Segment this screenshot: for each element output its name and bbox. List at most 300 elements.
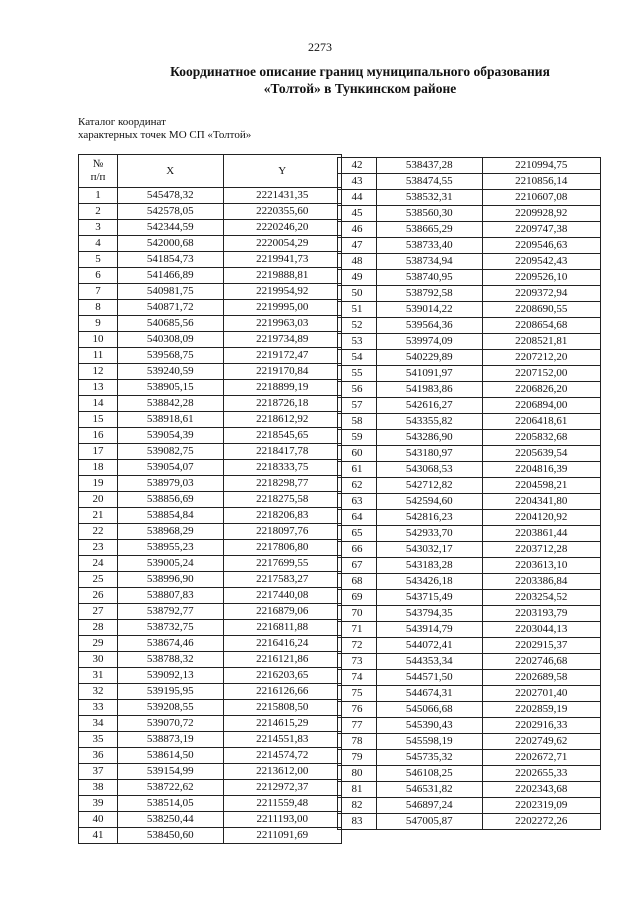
table-row (79, 716, 342, 732)
table-row (338, 414, 601, 430)
x-coordinate: 538873,19 (118, 732, 223, 748)
x-coordinate: 544674,31 (377, 686, 482, 702)
point-number: 9 (79, 316, 118, 332)
point-number: 40 (79, 812, 118, 828)
x-coordinate: 538450,60 (118, 828, 223, 844)
table-row (79, 364, 342, 380)
y-coordinate: 2202655,33 (482, 766, 601, 782)
point-number: 20 (79, 492, 118, 508)
y-coordinate: 2203613,10 (482, 558, 601, 574)
x-coordinate: 543180,97 (377, 446, 482, 462)
y-coordinate: 2202701,40 (482, 686, 601, 702)
point-number: 76 (338, 702, 377, 718)
header-number-label: п/п (90, 171, 106, 183)
y-coordinate: 2212972,37 (223, 780, 342, 796)
x-coordinate: 538996,90 (118, 572, 223, 588)
y-coordinate: 2218298,77 (223, 476, 342, 492)
y-coordinate: 2219941,73 (223, 252, 342, 268)
table-row (338, 238, 601, 254)
y-coordinate: 2202746,68 (482, 654, 601, 670)
x-coordinate: 542594,60 (377, 494, 482, 510)
y-coordinate: 2203861,44 (482, 526, 601, 542)
x-coordinate: 545735,32 (377, 750, 482, 766)
x-coordinate: 546108,25 (377, 766, 482, 782)
table-row (79, 508, 342, 524)
x-coordinate: 544072,41 (377, 638, 482, 654)
x-coordinate: 543032,17 (377, 542, 482, 558)
x-coordinate: 539195,95 (118, 684, 223, 700)
x-coordinate: 543286,90 (377, 430, 482, 446)
point-number: 6 (79, 268, 118, 284)
table-row (338, 254, 601, 270)
table-row (338, 446, 601, 462)
table-row (79, 684, 342, 700)
y-coordinate: 2219954,92 (223, 284, 342, 300)
y-coordinate: 2206826,20 (482, 382, 601, 398)
header-y: Y (223, 155, 342, 188)
table-row (79, 668, 342, 684)
x-coordinate: 538514,05 (118, 796, 223, 812)
x-coordinate: 538474,55 (377, 174, 482, 190)
x-coordinate: 538532,31 (377, 190, 482, 206)
y-coordinate: 2204816,39 (482, 462, 601, 478)
point-number: 10 (79, 332, 118, 348)
point-number: 15 (79, 412, 118, 428)
table-row (79, 524, 342, 540)
y-coordinate: 2202343,68 (482, 782, 601, 798)
point-number: 18 (79, 460, 118, 476)
coordinates-table-right (337, 157, 601, 830)
table-row (338, 510, 601, 526)
x-coordinate: 544353,34 (377, 654, 482, 670)
y-coordinate: 2202319,09 (482, 798, 601, 814)
table-body-left (79, 188, 342, 844)
x-coordinate: 545390,43 (377, 718, 482, 734)
point-number: 53 (338, 334, 377, 350)
y-coordinate: 2211559,48 (223, 796, 342, 812)
point-number: 51 (338, 302, 377, 318)
x-coordinate: 543355,82 (377, 414, 482, 430)
point-number: 21 (79, 508, 118, 524)
y-coordinate: 2202272,26 (482, 814, 601, 830)
table-row (79, 556, 342, 572)
y-coordinate: 2218275,58 (223, 492, 342, 508)
y-coordinate: 2216879,06 (223, 604, 342, 620)
table-row (79, 204, 342, 220)
table-row (338, 366, 601, 382)
y-coordinate: 2203386,84 (482, 574, 601, 590)
table-row (79, 492, 342, 508)
point-number: 8 (79, 300, 118, 316)
y-coordinate: 2202689,58 (482, 670, 601, 686)
point-number: 38 (79, 780, 118, 796)
y-coordinate: 2209526,10 (482, 270, 601, 286)
table-row (338, 718, 601, 734)
point-number: 58 (338, 414, 377, 430)
x-coordinate: 539070,72 (118, 716, 223, 732)
x-coordinate: 538979,03 (118, 476, 223, 492)
point-number: 55 (338, 366, 377, 382)
x-coordinate: 541854,73 (118, 252, 223, 268)
point-number: 28 (79, 620, 118, 636)
x-coordinate: 538792,58 (377, 286, 482, 302)
point-number: 44 (338, 190, 377, 206)
table-row (79, 588, 342, 604)
point-number: 26 (79, 588, 118, 604)
y-coordinate: 2217583,27 (223, 572, 342, 588)
y-coordinate: 2202859,19 (482, 702, 601, 718)
table-row (79, 460, 342, 476)
y-coordinate: 2210607,08 (482, 190, 601, 206)
table-row (79, 428, 342, 444)
x-coordinate: 547005,87 (377, 814, 482, 830)
y-coordinate: 2216121,86 (223, 652, 342, 668)
x-coordinate: 538674,46 (118, 636, 223, 652)
y-coordinate: 2220054,29 (223, 236, 342, 252)
point-number: 63 (338, 494, 377, 510)
x-coordinate: 540871,72 (118, 300, 223, 316)
header-number (79, 155, 118, 188)
point-number: 22 (79, 524, 118, 540)
table-row (338, 686, 601, 702)
y-coordinate: 2219888,81 (223, 268, 342, 284)
y-coordinate: 2218097,76 (223, 524, 342, 540)
x-coordinate: 542712,82 (377, 478, 482, 494)
title-line-2: «Толтой» в Тункинском районе (263, 81, 457, 96)
table-row (338, 558, 601, 574)
point-number: 2 (79, 204, 118, 220)
x-coordinate: 540981,75 (118, 284, 223, 300)
point-number: 13 (79, 380, 118, 396)
table-row (338, 622, 601, 638)
y-coordinate: 2209747,38 (482, 222, 601, 238)
table-row (338, 702, 601, 718)
point-number: 35 (79, 732, 118, 748)
table-row (338, 654, 601, 670)
y-coordinate: 2209546,63 (482, 238, 601, 254)
table-row (79, 268, 342, 284)
point-number: 23 (79, 540, 118, 556)
table-row (338, 174, 601, 190)
point-number: 54 (338, 350, 377, 366)
y-coordinate: 2204598,21 (482, 478, 601, 494)
y-coordinate: 2203712,28 (482, 542, 601, 558)
x-coordinate: 538733,40 (377, 238, 482, 254)
y-coordinate: 2206894,00 (482, 398, 601, 414)
table-row (338, 494, 601, 510)
point-number: 11 (79, 348, 118, 364)
x-coordinate: 545066,68 (377, 702, 482, 718)
point-number: 7 (79, 284, 118, 300)
y-coordinate: 2202915,37 (482, 638, 601, 654)
point-number: 70 (338, 606, 377, 622)
y-coordinate: 2220355,60 (223, 204, 342, 220)
table-row (79, 636, 342, 652)
y-coordinate: 2221431,35 (223, 188, 342, 204)
x-coordinate: 538955,23 (118, 540, 223, 556)
x-coordinate: 538722,62 (118, 780, 223, 796)
x-coordinate: 541983,86 (377, 382, 482, 398)
x-coordinate: 546531,82 (377, 782, 482, 798)
table-row (79, 412, 342, 428)
y-coordinate: 2217806,80 (223, 540, 342, 556)
y-coordinate: 2202916,33 (482, 718, 601, 734)
y-coordinate: 2205639,54 (482, 446, 601, 462)
x-coordinate: 539054,07 (118, 460, 223, 476)
x-coordinate: 540685,56 (118, 316, 223, 332)
table-row (338, 750, 601, 766)
y-coordinate: 2208654,68 (482, 318, 601, 334)
point-number: 73 (338, 654, 377, 670)
table-row (79, 252, 342, 268)
y-coordinate: 2219170,84 (223, 364, 342, 380)
x-coordinate: 539154,99 (118, 764, 223, 780)
y-coordinate: 2214551,83 (223, 732, 342, 748)
table-row (79, 620, 342, 636)
table-row (79, 220, 342, 236)
point-number: 37 (79, 764, 118, 780)
y-coordinate: 2219734,89 (223, 332, 342, 348)
table-row (338, 430, 601, 446)
table-row (338, 734, 601, 750)
point-number: 5 (79, 252, 118, 268)
x-coordinate: 538740,95 (377, 270, 482, 286)
y-coordinate: 2206418,61 (482, 414, 601, 430)
x-coordinate: 542578,05 (118, 204, 223, 220)
table-row (338, 606, 601, 622)
point-number: 3 (79, 220, 118, 236)
table-row (338, 222, 601, 238)
title-line-1: Координатное описание границ муниципального образования (170, 64, 550, 79)
table-row (338, 766, 601, 782)
table-row (338, 462, 601, 478)
table-row (79, 828, 342, 844)
table-row (79, 476, 342, 492)
page-number: 2273 (308, 40, 332, 54)
x-coordinate: 539082,75 (118, 444, 223, 460)
x-coordinate: 538856,69 (118, 492, 223, 508)
point-number: 41 (79, 828, 118, 844)
point-number: 47 (338, 238, 377, 254)
x-coordinate: 539092,13 (118, 668, 223, 684)
table-row (338, 638, 601, 654)
point-number: 29 (79, 636, 118, 652)
caption-line-2: характерных точек МО СП «Толтой» (78, 128, 252, 141)
table-row (338, 526, 601, 542)
point-number: 45 (338, 206, 377, 222)
table-row (338, 670, 601, 686)
point-number: 4 (79, 236, 118, 252)
x-coordinate: 538854,84 (118, 508, 223, 524)
y-coordinate: 2215808,50 (223, 700, 342, 716)
table-row (79, 284, 342, 300)
x-coordinate: 539005,24 (118, 556, 223, 572)
table-row (79, 396, 342, 412)
y-coordinate: 2207152,00 (482, 366, 601, 382)
table-row (338, 574, 601, 590)
table-row (338, 206, 601, 222)
point-number: 59 (338, 430, 377, 446)
y-coordinate: 2211193,00 (223, 812, 342, 828)
x-coordinate: 539568,75 (118, 348, 223, 364)
table-row (338, 318, 601, 334)
table-row (338, 334, 601, 350)
y-coordinate: 2213612,00 (223, 764, 342, 780)
x-coordinate: 545598,19 (377, 734, 482, 750)
point-number: 36 (79, 748, 118, 764)
table-row (79, 444, 342, 460)
table-row (79, 540, 342, 556)
point-number: 14 (79, 396, 118, 412)
table-row (338, 158, 601, 174)
table-row (79, 812, 342, 828)
table-row (79, 780, 342, 796)
table-row (338, 286, 601, 302)
document-title (100, 63, 620, 97)
point-number: 30 (79, 652, 118, 668)
y-coordinate: 2217699,55 (223, 556, 342, 572)
x-coordinate: 538437,28 (377, 158, 482, 174)
point-number: 16 (79, 428, 118, 444)
table-row (338, 590, 601, 606)
table-row (338, 814, 601, 830)
table-row (79, 188, 342, 204)
y-coordinate: 2208690,55 (482, 302, 601, 318)
x-coordinate: 538560,30 (377, 206, 482, 222)
point-number: 72 (338, 638, 377, 654)
table-row (79, 604, 342, 620)
point-number: 71 (338, 622, 377, 638)
y-coordinate: 2209372,94 (482, 286, 601, 302)
x-coordinate: 542816,23 (377, 510, 482, 526)
x-coordinate: 538665,29 (377, 222, 482, 238)
point-number: 75 (338, 686, 377, 702)
point-number: 19 (79, 476, 118, 492)
table-row (79, 348, 342, 364)
point-number: 31 (79, 668, 118, 684)
point-number: 81 (338, 782, 377, 798)
point-number: 48 (338, 254, 377, 270)
y-coordinate: 2203193,79 (482, 606, 601, 622)
point-number: 60 (338, 446, 377, 462)
y-coordinate: 2217440,08 (223, 588, 342, 604)
x-coordinate: 542933,70 (377, 526, 482, 542)
table-row (338, 382, 601, 398)
y-coordinate: 2218545,65 (223, 428, 342, 444)
y-coordinate: 2218899,19 (223, 380, 342, 396)
point-number: 25 (79, 572, 118, 588)
point-number: 46 (338, 222, 377, 238)
point-number: 17 (79, 444, 118, 460)
table-row (338, 542, 601, 558)
x-coordinate: 538807,83 (118, 588, 223, 604)
x-coordinate: 543715,49 (377, 590, 482, 606)
y-coordinate: 2208521,81 (482, 334, 601, 350)
table-row (79, 300, 342, 316)
y-coordinate: 2207212,20 (482, 350, 601, 366)
y-coordinate: 2202749,62 (482, 734, 601, 750)
y-coordinate: 2202672,71 (482, 750, 601, 766)
table-row (79, 796, 342, 812)
x-coordinate: 543068,53 (377, 462, 482, 478)
x-coordinate: 543794,35 (377, 606, 482, 622)
table-row (79, 700, 342, 716)
header-number-sign: № (92, 158, 104, 170)
x-coordinate: 538788,32 (118, 652, 223, 668)
y-coordinate: 2219172,47 (223, 348, 342, 364)
y-coordinate: 2204341,80 (482, 494, 601, 510)
table-row (338, 782, 601, 798)
table-row (338, 270, 601, 286)
y-coordinate: 2218333,75 (223, 460, 342, 476)
table-row (79, 316, 342, 332)
point-number: 1 (79, 188, 118, 204)
table-body-right (338, 158, 601, 830)
point-number: 62 (338, 478, 377, 494)
y-coordinate: 2216203,65 (223, 668, 342, 684)
point-number: 79 (338, 750, 377, 766)
y-coordinate: 2218417,78 (223, 444, 342, 460)
point-number: 80 (338, 766, 377, 782)
point-number: 49 (338, 270, 377, 286)
point-number: 24 (79, 556, 118, 572)
x-coordinate: 543183,28 (377, 558, 482, 574)
x-coordinate: 538792,77 (118, 604, 223, 620)
table-row (338, 350, 601, 366)
table-row (79, 572, 342, 588)
x-coordinate: 539054,39 (118, 428, 223, 444)
point-number: 74 (338, 670, 377, 686)
x-coordinate: 538732,75 (118, 620, 223, 636)
catalog-caption (78, 116, 251, 141)
x-coordinate: 539208,55 (118, 700, 223, 716)
x-coordinate: 541466,89 (118, 268, 223, 284)
point-number: 12 (79, 364, 118, 380)
point-number: 67 (338, 558, 377, 574)
x-coordinate: 538734,94 (377, 254, 482, 270)
point-number: 34 (79, 716, 118, 732)
y-coordinate: 2210856,14 (482, 174, 601, 190)
table-row (338, 190, 601, 206)
x-coordinate: 541091,97 (377, 366, 482, 382)
y-coordinate: 2219995,00 (223, 300, 342, 316)
point-number: 66 (338, 542, 377, 558)
point-number: 50 (338, 286, 377, 302)
table-row (79, 652, 342, 668)
y-coordinate: 2214615,29 (223, 716, 342, 732)
point-number: 56 (338, 382, 377, 398)
table-header-row (79, 155, 342, 188)
y-coordinate: 2219963,03 (223, 316, 342, 332)
y-coordinate: 2210994,75 (482, 158, 601, 174)
y-coordinate: 2209928,92 (482, 206, 601, 222)
x-coordinate: 545478,32 (118, 188, 223, 204)
y-coordinate: 2218726,18 (223, 396, 342, 412)
point-number: 32 (79, 684, 118, 700)
y-coordinate: 2216811,88 (223, 620, 342, 636)
point-number: 77 (338, 718, 377, 734)
y-coordinate: 2204120,92 (482, 510, 601, 526)
y-coordinate: 2216416,24 (223, 636, 342, 652)
point-number: 64 (338, 510, 377, 526)
y-coordinate: 2209542,43 (482, 254, 601, 270)
x-coordinate: 540308,09 (118, 332, 223, 348)
point-number: 33 (79, 700, 118, 716)
x-coordinate: 543914,79 (377, 622, 482, 638)
point-number: 52 (338, 318, 377, 334)
table-row (338, 478, 601, 494)
x-coordinate: 539240,59 (118, 364, 223, 380)
